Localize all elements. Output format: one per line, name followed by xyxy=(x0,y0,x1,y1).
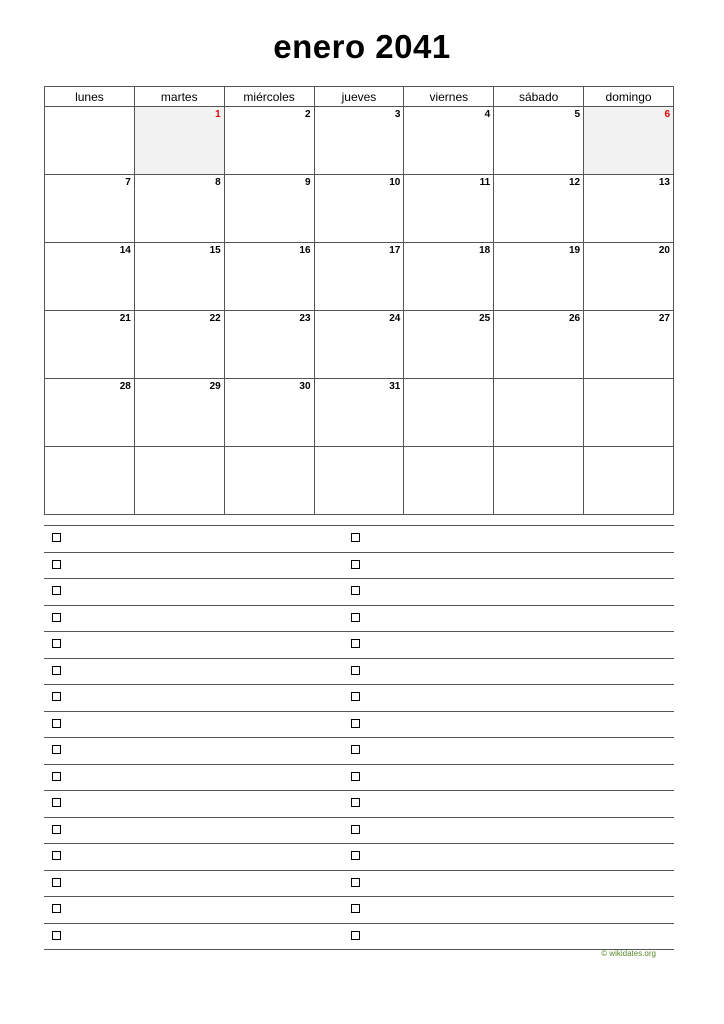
day-cell[interactable] xyxy=(45,379,135,447)
todo-row xyxy=(44,659,674,686)
day-number: 31 xyxy=(389,381,401,392)
day-cell[interactable] xyxy=(584,379,674,447)
checkbox-left[interactable] xyxy=(52,904,61,913)
checkbox-left[interactable] xyxy=(52,798,61,807)
calendar-week-row xyxy=(45,175,674,243)
day-number: 16 xyxy=(299,245,311,256)
todo-list xyxy=(44,525,674,950)
calendar-grid xyxy=(44,86,674,515)
todo-row xyxy=(44,924,674,951)
todo-row xyxy=(44,897,674,924)
checkbox-left[interactable] xyxy=(52,586,61,595)
checkbox-left[interactable] xyxy=(52,560,61,569)
todo-row xyxy=(44,818,674,845)
day-cell[interactable] xyxy=(404,447,494,515)
day-number: 26 xyxy=(568,313,581,324)
day-cell[interactable] xyxy=(134,175,224,243)
checkbox-right[interactable] xyxy=(351,666,360,675)
day-cell[interactable] xyxy=(584,243,674,311)
day-number: 5 xyxy=(574,109,581,120)
day-number: 12 xyxy=(568,177,581,188)
todo-row xyxy=(44,844,674,871)
calendar-week-row xyxy=(45,379,674,447)
day-cell[interactable] xyxy=(134,107,224,175)
day-number xyxy=(225,447,314,449)
day-number: 7 xyxy=(125,177,131,188)
checkbox-right[interactable] xyxy=(351,719,360,728)
todo-row xyxy=(44,765,674,792)
checkbox-left[interactable] xyxy=(52,692,61,701)
checkbox-left[interactable] xyxy=(52,745,61,754)
todo-row xyxy=(44,579,674,606)
day-number: 20 xyxy=(658,245,670,256)
day-number: 21 xyxy=(119,313,131,324)
day-number xyxy=(315,447,404,449)
day-number xyxy=(45,107,134,109)
day-number: 9 xyxy=(304,177,311,188)
weekday-header: viernes xyxy=(404,87,494,107)
day-number: 10 xyxy=(389,177,401,188)
day-number: 13 xyxy=(658,177,670,188)
todo-row xyxy=(44,606,674,633)
day-number xyxy=(494,379,583,381)
day-cell[interactable] xyxy=(45,175,135,243)
day-number: 18 xyxy=(479,245,491,256)
page-title: enero 2041 xyxy=(273,28,451,65)
day-number: 23 xyxy=(299,313,311,324)
day-cell[interactable] xyxy=(404,379,494,447)
day-cell[interactable] xyxy=(404,175,494,243)
day-cell[interactable] xyxy=(404,107,494,175)
checkbox-left[interactable] xyxy=(52,613,61,622)
calendar-week-row xyxy=(45,311,674,379)
day-cell[interactable] xyxy=(314,379,404,447)
day-cell[interactable] xyxy=(45,243,135,311)
calendar-body xyxy=(45,107,674,515)
todo-row xyxy=(44,526,674,553)
todo-row xyxy=(44,685,674,712)
day-number: 19 xyxy=(568,245,581,256)
day-cell[interactable] xyxy=(314,447,404,515)
calendar-week-row xyxy=(45,243,674,311)
day-number: 3 xyxy=(394,109,401,120)
day-cell[interactable] xyxy=(224,379,314,447)
checkbox-right[interactable] xyxy=(351,878,360,887)
day-number: 8 xyxy=(215,177,221,188)
checkbox-left[interactable] xyxy=(52,772,61,781)
weekday-header: martes xyxy=(134,87,224,107)
day-cell[interactable] xyxy=(404,243,494,311)
checkbox-right[interactable] xyxy=(351,533,360,542)
weekday-header: sábado xyxy=(494,87,584,107)
todo-row xyxy=(44,553,674,580)
day-number: 1 xyxy=(215,109,221,120)
day-number: 30 xyxy=(299,381,311,392)
day-cell[interactable] xyxy=(494,175,584,243)
calendar-week-row xyxy=(45,447,674,515)
day-cell[interactable] xyxy=(494,447,584,515)
day-cell[interactable] xyxy=(224,107,314,175)
checkbox-right[interactable] xyxy=(351,613,360,622)
day-cell[interactable] xyxy=(314,311,404,379)
day-cell[interactable] xyxy=(494,379,584,447)
day-cell[interactable] xyxy=(494,107,584,175)
day-number xyxy=(584,447,673,449)
day-cell[interactable] xyxy=(584,311,674,379)
day-number xyxy=(404,379,493,381)
checkbox-right[interactable] xyxy=(351,772,360,781)
day-cell[interactable] xyxy=(584,175,674,243)
day-cell[interactable] xyxy=(134,447,224,515)
day-number: 24 xyxy=(389,313,401,324)
weekday-header: domingo xyxy=(584,87,674,107)
day-cell[interactable] xyxy=(45,107,135,175)
day-cell[interactable] xyxy=(45,311,135,379)
day-cell[interactable] xyxy=(314,175,404,243)
day-number xyxy=(45,447,134,449)
day-number: 6 xyxy=(664,109,670,120)
checkbox-right[interactable] xyxy=(351,931,360,940)
checkbox-left[interactable] xyxy=(52,666,61,675)
todo-row xyxy=(44,632,674,659)
checkbox-right[interactable] xyxy=(351,904,360,913)
checkbox-left[interactable] xyxy=(52,851,61,860)
weekday-header: jueves xyxy=(314,87,404,107)
day-number: 27 xyxy=(658,313,670,324)
calendar-week-row xyxy=(45,107,674,175)
checkbox-left[interactable] xyxy=(52,878,61,887)
day-number: 17 xyxy=(389,245,401,256)
day-cell[interactable] xyxy=(45,447,135,515)
day-number: 28 xyxy=(119,381,131,392)
day-cell[interactable] xyxy=(404,311,494,379)
todo-row xyxy=(44,791,674,818)
day-number: 29 xyxy=(209,381,221,392)
weekday-header: lunes xyxy=(45,87,135,107)
weekday-header-row xyxy=(45,87,674,107)
day-number: 11 xyxy=(479,177,491,188)
day-cell[interactable] xyxy=(584,107,674,175)
checkbox-right[interactable] xyxy=(351,639,360,648)
checkbox-left[interactable] xyxy=(52,719,61,728)
day-cell[interactable] xyxy=(314,107,404,175)
checkbox-left[interactable] xyxy=(52,825,61,834)
day-cell[interactable] xyxy=(314,243,404,311)
day-number: 4 xyxy=(484,109,491,120)
checkbox-right[interactable] xyxy=(351,745,360,754)
day-number: 25 xyxy=(479,313,491,324)
day-number: 15 xyxy=(209,245,221,256)
checkbox-left[interactable] xyxy=(52,533,61,542)
todo-row xyxy=(44,712,674,739)
day-cell[interactable] xyxy=(224,243,314,311)
checkbox-right[interactable] xyxy=(351,586,360,595)
day-number xyxy=(404,447,493,449)
footer-credit: © wikidates.org xyxy=(601,949,656,958)
day-cell[interactable] xyxy=(494,243,584,311)
day-number xyxy=(135,447,224,449)
day-cell[interactable] xyxy=(224,447,314,515)
day-number: 2 xyxy=(304,109,311,120)
day-number xyxy=(494,447,583,449)
day-cell[interactable] xyxy=(224,175,314,243)
day-number: 14 xyxy=(119,245,131,256)
weekday-header: miércoles xyxy=(224,87,314,107)
checkbox-left[interactable] xyxy=(52,931,61,940)
checkbox-right[interactable] xyxy=(351,560,360,569)
checkbox-left[interactable] xyxy=(52,639,61,648)
checkbox-right[interactable] xyxy=(351,825,360,834)
checkbox-right[interactable] xyxy=(351,851,360,860)
day-cell[interactable] xyxy=(134,379,224,447)
day-cell[interactable] xyxy=(224,311,314,379)
day-cell[interactable] xyxy=(494,311,584,379)
todo-row xyxy=(44,871,674,898)
day-cell[interactable] xyxy=(584,447,674,515)
todo-row xyxy=(44,738,674,765)
day-cell[interactable] xyxy=(134,311,224,379)
checkbox-right[interactable] xyxy=(351,798,360,807)
checkbox-right[interactable] xyxy=(351,692,360,701)
day-cell[interactable] xyxy=(134,243,224,311)
day-number: 22 xyxy=(209,313,221,324)
day-number xyxy=(584,379,673,381)
